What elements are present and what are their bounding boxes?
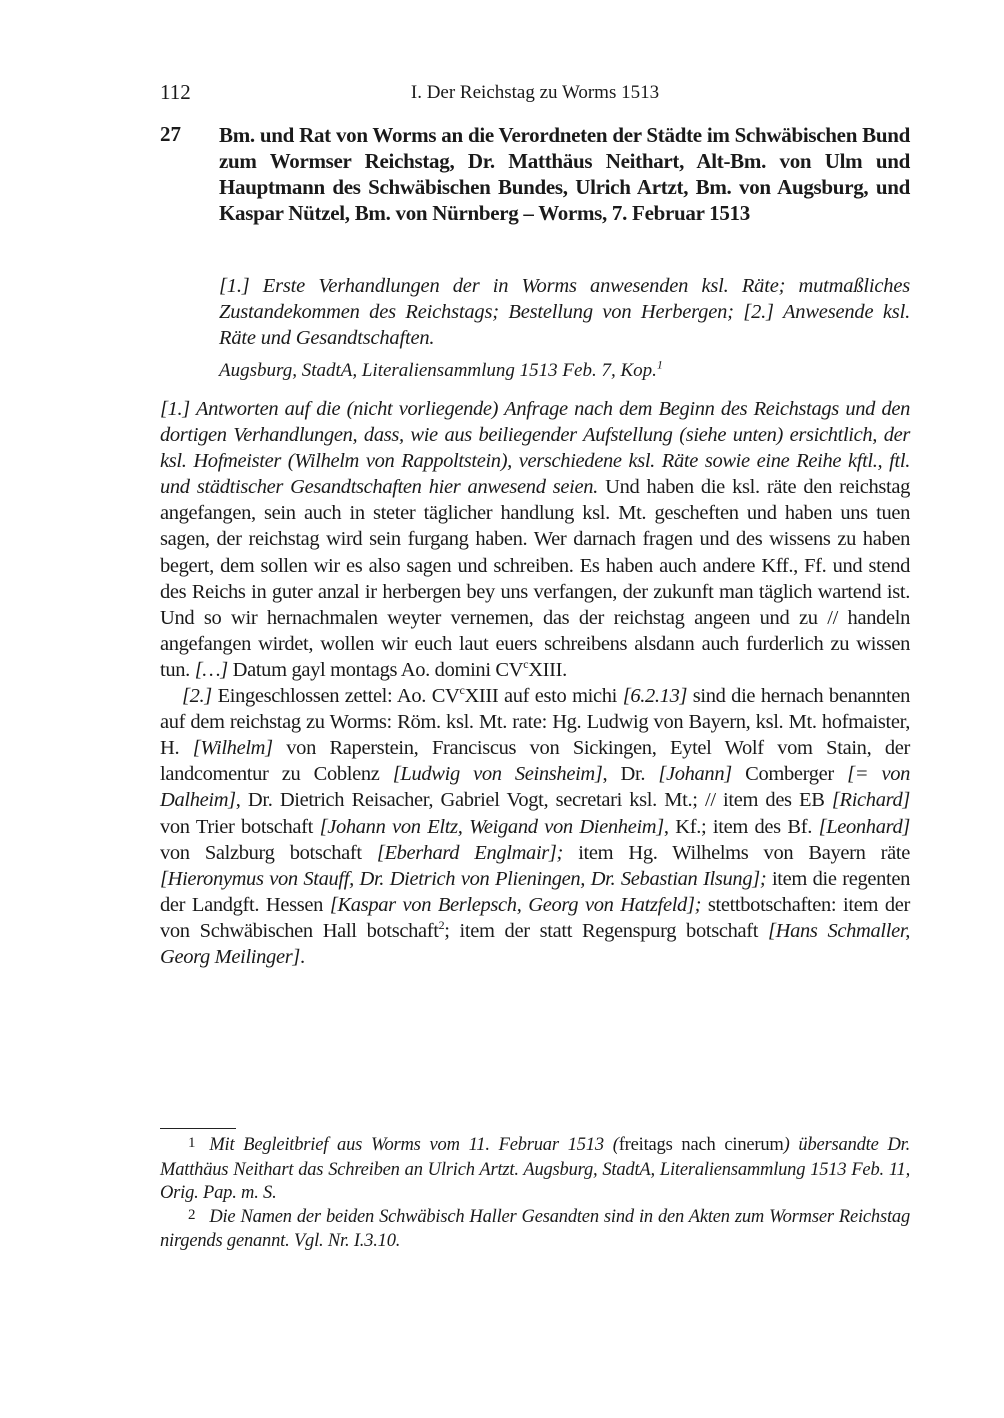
superscript: 2 — [438, 918, 445, 933]
footnote-divider — [160, 1128, 236, 1129]
page-number: 112 — [160, 80, 191, 104]
footnote-ref: 1 — [656, 357, 663, 372]
italic-text: [Ludwig von Seinsheim] — [392, 763, 603, 786]
text-run: Und haben die ksl. räte den reichstag angefangen, sein auch in steter täglicher handlung ksl. Mt. gescheften und haben uns tuen sagen, der reichstag wird sein furgang haben. Wer darnach fragen und des wissens zu haben begert, dem sollen wir es also sagen und schreiben. Es haben auch andere Kff., Ff. und stend des Reichs in guter anzal ir herbergen bey uns verfangen, der zukunft man täglich wartend ist. Und so wir hernachmalen weyter vernemen, das der reichstag angeen und zu // handeln angefangen wirdet, wollen wir euch laut euers schreibens alsdann auch furderlich zu wissen tun. — [160, 476, 911, 681]
text-run: freitags nach cinerum — [618, 1135, 784, 1155]
italic-text: ) übersandte Dr. Matthäus Neithart das Schreiben an Ulrich Artzt. Augsburg, StadtA, Literaliensammlung 1513 Feb. 11, Orig. Pap. m. S. — [160, 1135, 911, 1203]
text-run: , Kf.; item des Bf. — [663, 815, 819, 838]
italic-text: [6.2.13] — [622, 685, 688, 708]
italic-text: [Leonhard] — [818, 815, 911, 838]
italic-text: [Eberhard Englmair]; — [376, 841, 564, 864]
paragraph — [160, 396, 910, 683]
text-run: von Salzburg botschaft — [160, 841, 377, 864]
italic-text: [2.] — [182, 685, 212, 708]
text-run: ; item der statt Regenspurg botschaft — [444, 919, 769, 942]
text-run: XIII auf esto michi — [464, 685, 623, 708]
superscript: c — [459, 683, 465, 698]
italic-text: [Hieronymus von Stauff, Dr. Dietrich von Plieningen, Dr. Sebastian Ilsung]; — [160, 867, 767, 890]
text-run: Comberger — [731, 763, 848, 786]
entry-title: Bm. und Rat von Worms an die Verordneten der Städte im Schwäbischen Bund zum Wormser Reichstag, Dr. Matthäus Neithart, Alt-Bm. von Ulm und Hauptmann des Schwäbischen Bundes, Ulrich Artzt, Bm. von Augsburg, und Kaspar Nützel, Bm. von Nürnberg – Worms, 7. Februar 1513 — [219, 123, 910, 225]
text-run: , Dr. Dietrich Reisacher, Gabriel Vogt, secretari ksl. Mt.; // item des EB — [235, 789, 832, 812]
text-run: , Dr. — [602, 763, 659, 786]
superscript: c — [523, 657, 529, 672]
body-text — [160, 396, 910, 970]
italic-text: [Richard] — [831, 789, 910, 812]
footnote-number: 1 — [188, 1135, 196, 1151]
italic-text: [Johann] — [658, 763, 732, 786]
document-entry — [160, 122, 910, 226]
italic-text: Mit Begleitbrief aus Worms vom 11. Februar 1513 ( — [209, 1135, 619, 1155]
running-title: I. Der Reichstag zu Worms 1513 — [410, 82, 660, 103]
footnote-number: 2 — [188, 1206, 196, 1223]
text-run: . — [299, 945, 305, 968]
italic-text: [Johann von Eltz, Weigand von Dienheim] — [319, 815, 664, 838]
text-run: Eingeschlossen zettel: Ao. CV — [211, 685, 460, 708]
text-run: item Hg. Wilhelms von Bayern räte — [563, 841, 910, 864]
italic-text: [Hans Schmaller, Georg Meilinger] — [160, 919, 910, 968]
italic-text: [1.] Antworten auf die (nicht vorliegende) Anfrage nach dem Beginn des Reichstags und den dortigen Verhandlungen, dass, wie aus beiliegender Aufstellung (siehe unten) ersichtlich, der ksl. Hofmeister (Wilhelm von Rappoltstein), verschiedene ksl. Räte sowie eine Reihe kftl., ftl. und städtischer Gesandtschaften hier anwesend seien. — [160, 398, 910, 499]
text-run: item die regenten der Landgft. Hessen — [160, 867, 910, 916]
text-run: stettbotschaften: item der von Schwäbischen Hall botschaft — [160, 893, 911, 942]
italic-text: [Wilhelm] — [192, 737, 273, 760]
paragraph — [160, 683, 910, 970]
footnotes — [160, 1134, 910, 1254]
source-citation — [219, 358, 910, 384]
text-run: von Trier botschaft — [160, 815, 320, 838]
italic-text: [= von Dalheim] — [160, 763, 911, 812]
text-run: XIII. — [528, 658, 567, 681]
page-header — [160, 80, 910, 106]
footnote — [160, 1134, 910, 1206]
entry-number: 27 — [160, 122, 181, 146]
italic-text: [Kaspar von Berlepsch, Georg von Hatzfeld]; — [329, 893, 702, 916]
footnote — [160, 1206, 910, 1254]
source-text: Augsburg, StadtA, Literaliensammlung 1513 Feb. 7, Kop. — [219, 360, 657, 381]
italic-text: […] — [194, 658, 228, 681]
italic-text: Die Namen der beiden Schwäbisch Haller Gesandten sind in den Akten zum Wormser Reichstag nirgends genannt. Vgl. Nr. I.3.10. — [160, 1206, 910, 1251]
text-run: Datum gayl montags Ao. domini CV — [227, 658, 524, 681]
entry-summary: [1.] Erste Verhandlungen der in Worms anwesenden ksl. Räte; mutmaßliches Zustandekommen des Reichstags; Bestellung von Herbergen; [2.] Anwesende ksl. Räte und Gesandtschaften. — [219, 275, 910, 349]
text-run: sind die hernach benannten auf dem reichstag zu Worms: Röm. ksl. Mt. rate: Hg. Ludwig von Bayern, ksl. Mt. hofmaister, H. — [160, 685, 911, 760]
text-run: von Raperstein, Franciscus von Sickingen, Eytel Wolf vom Stain, der landcomentur zu Coblenz — [160, 737, 910, 786]
